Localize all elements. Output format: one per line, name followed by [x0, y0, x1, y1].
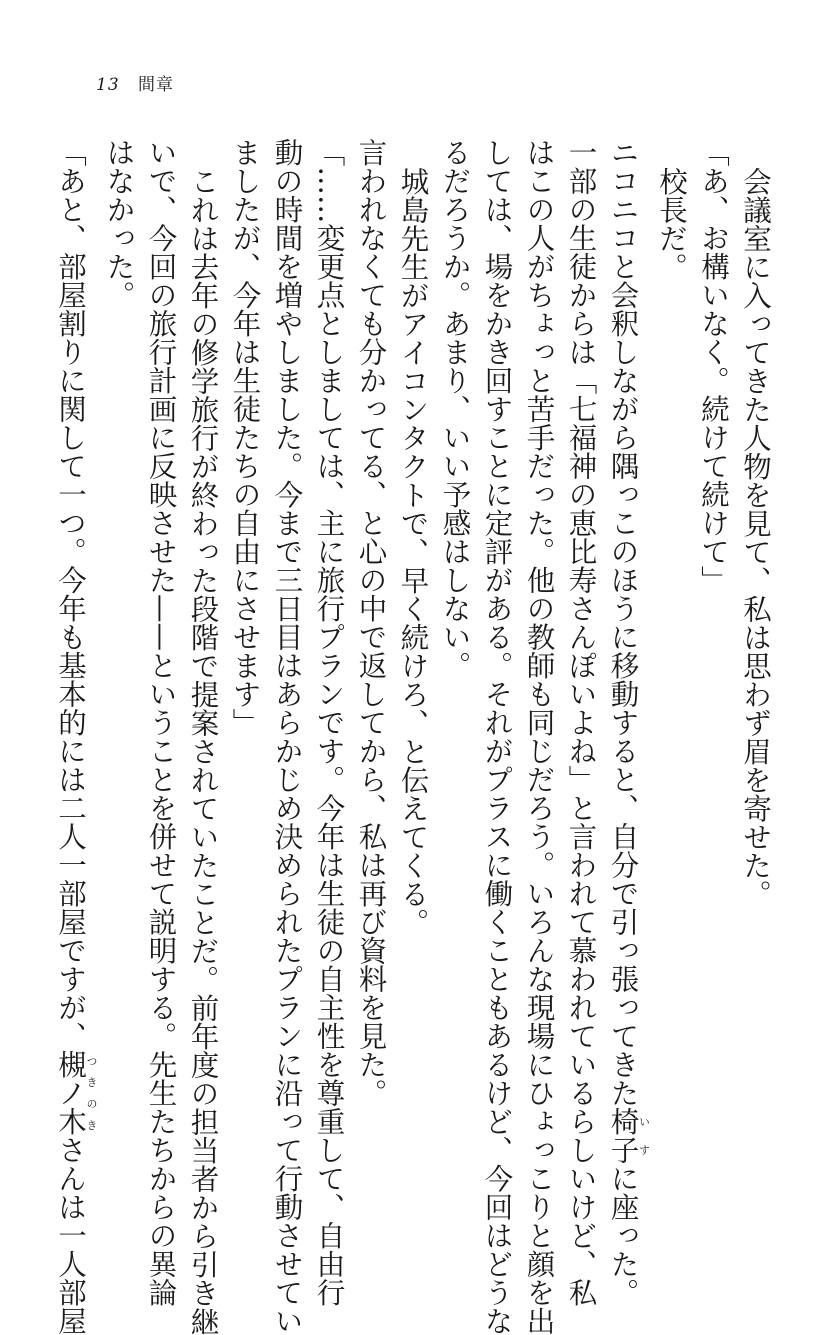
text-line: 「あと、部屋割りに関して一つ。今年も基本的には二人一部屋ですが、槻ノ木つきのきさんは一人部屋: [54, 138, 98, 1335]
running-head: [96, 70, 174, 95]
text-line: 会議室に入ってきた人物を見て、私は思わず眉を寄せた。: [739, 166, 772, 908]
text-line: はこの人がちょっと苦手だった。他の教師も同じだろう。いろんな現場にひょっこりと顔を出: [522, 138, 556, 1335]
furigana-ruby: 椅子いす: [606, 1107, 651, 1164]
text-line: 「あ、お構いなく。続けて続けて」: [697, 138, 730, 594]
text-line: ニコニコと会釈しながら隅っこのほうに移動すると、自分で引っ張ってきた椅子いすに座った。: [606, 138, 651, 1307]
text-line: るだろうか。あまり、いい予感はしない。: [438, 138, 472, 680]
text-line: 城島先生がアイコンタクトで、早く続けろ、と伝えてくる。: [396, 166, 430, 936]
text-line: いで、今回の旅行計画に反映させた——ということを併せて説明する。先生たちからの異論: [144, 138, 178, 1307]
text-line: 校長だ。: [655, 166, 688, 281]
furigana-reading: いす: [637, 1107, 651, 1164]
furigana-ruby: 槻ノ木つきのき: [54, 1050, 98, 1136]
vertical-text-body: [54, 138, 776, 1335]
text-line: 言われなくても分かってる、と心の中で返してから、私は再び資料を見た。: [354, 138, 388, 1107]
furigana-reading: つきのき: [85, 1050, 98, 1136]
page-number: 13: [96, 75, 120, 95]
text-line: 一部の生徒からは「七福神の恵比寿さんぽいよね」と言われて慕われているらしいけど、私: [564, 138, 598, 1307]
chapter-title: 間章: [138, 75, 175, 95]
text-line: これは去年の修学旅行が終わった段階で提案されていたことだ。前年度の担当者から引き継: [186, 166, 220, 1335]
text-line: ましたが、今年は生徒たちの自由にさせます」: [228, 138, 262, 737]
text-line: はなかった。: [102, 138, 136, 309]
text-line: 「……変更点としましては、主に旅行プランです。今年は生徒の自主性を尊重して、自由行: [312, 138, 346, 1307]
text-line: しては、場をかき回すことに定評がある。それがプラスに働くこともあるけど、今回はどうな: [480, 138, 514, 1335]
text-line: 動の時間を増やしました。今まで三日目はあらかじめ決められたプランに沿って行動させてい: [270, 138, 304, 1335]
